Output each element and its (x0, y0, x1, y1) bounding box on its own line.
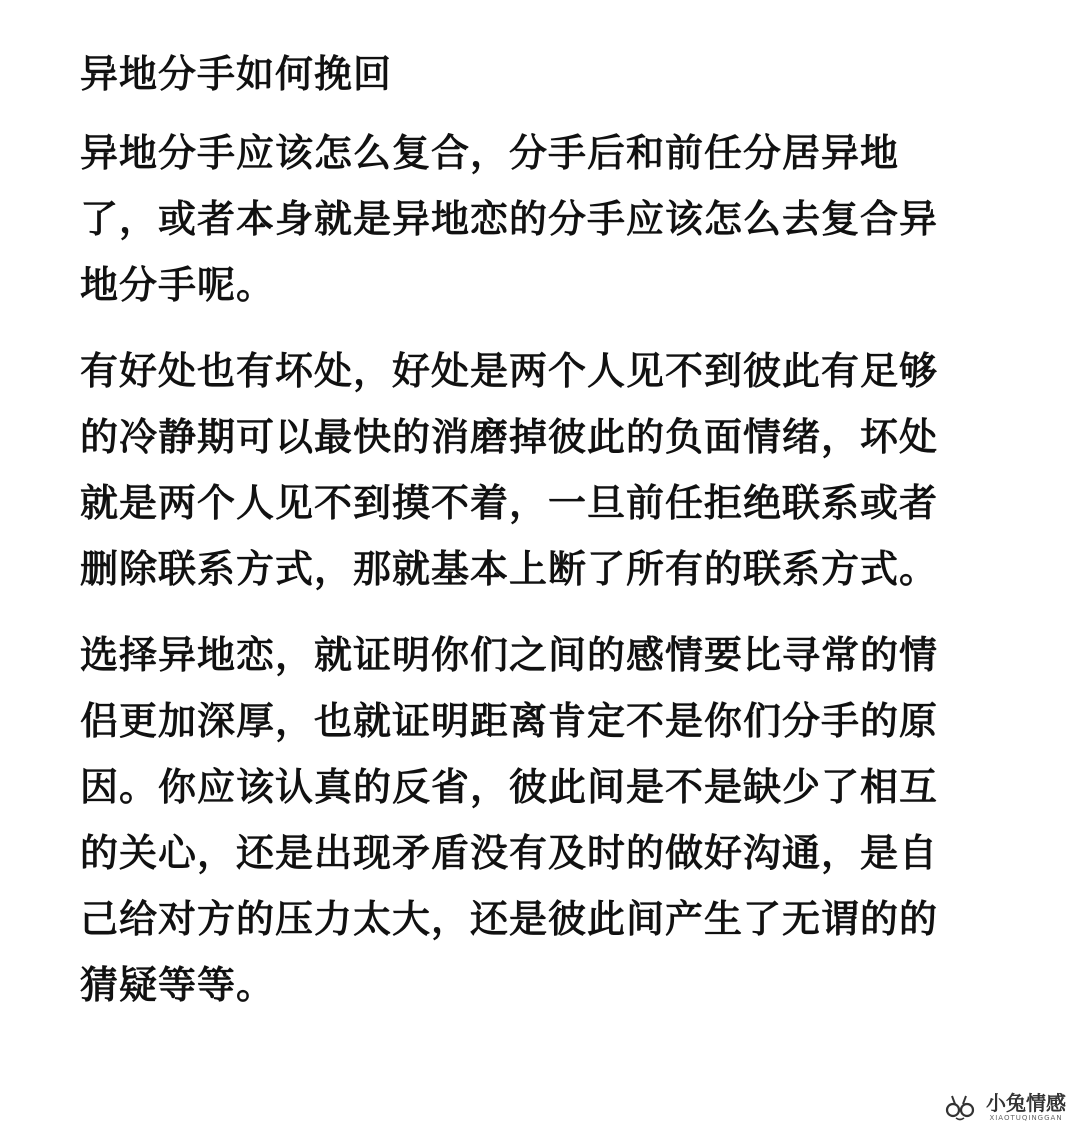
paragraph-line: 地分手呢。 (80, 263, 276, 307)
paragraph-line: 删除联系方式，那就基本上断了所有的联系方式。 (80, 547, 939, 591)
paragraph-2 (80, 338, 1000, 602)
paragraph-line: 猜疑等等。 (80, 963, 276, 1007)
paragraph-line: 的冷静期可以最快的消磨掉彼此的负面情绪，坏处 (80, 415, 939, 459)
paragraph-line: 因。你应该认真的反省，彼此间是不是缺少了相互 (80, 765, 939, 809)
paragraph-1 (80, 120, 1000, 318)
paragraph-line: 的关心，还是出现矛盾没有及时的做好沟通，是自 (80, 831, 939, 875)
paragraph-line: 异地分手应该怎么复合，分手后和前任分居异地 (80, 131, 900, 175)
paragraph-line: 有好处也有坏处，好处是两个人见不到彼此有足够 (80, 349, 939, 393)
paragraph-line: 己给对方的压力太大，还是彼此间产生了无谓的的 (80, 897, 939, 941)
article-title: 异地分手如何挽回 (80, 52, 393, 96)
paragraph-line: 选择异地恋，就证明你们之间的感情要比寻常的情 (80, 633, 939, 677)
watermark-subtitle: XIAOTUQINGGAN (989, 1114, 1063, 1122)
article (80, 48, 1000, 1038)
paragraph-line: 了，或者本身就是异地恋的分手应该怎么去复合异 (80, 197, 939, 241)
rabbit-glasses-logo-icon (940, 1092, 980, 1122)
watermark-text (986, 1092, 1066, 1122)
paragraph-3 (80, 622, 1000, 1018)
watermark (940, 1092, 1066, 1122)
paragraph-line: 侣更加深厚，也就证明距离肯定不是你们分手的原 (80, 699, 939, 743)
watermark-name: 小兔情感 (986, 1091, 1066, 1115)
paragraph-line: 就是两个人见不到摸不着，一旦前任拒绝联系或者 (80, 481, 939, 525)
